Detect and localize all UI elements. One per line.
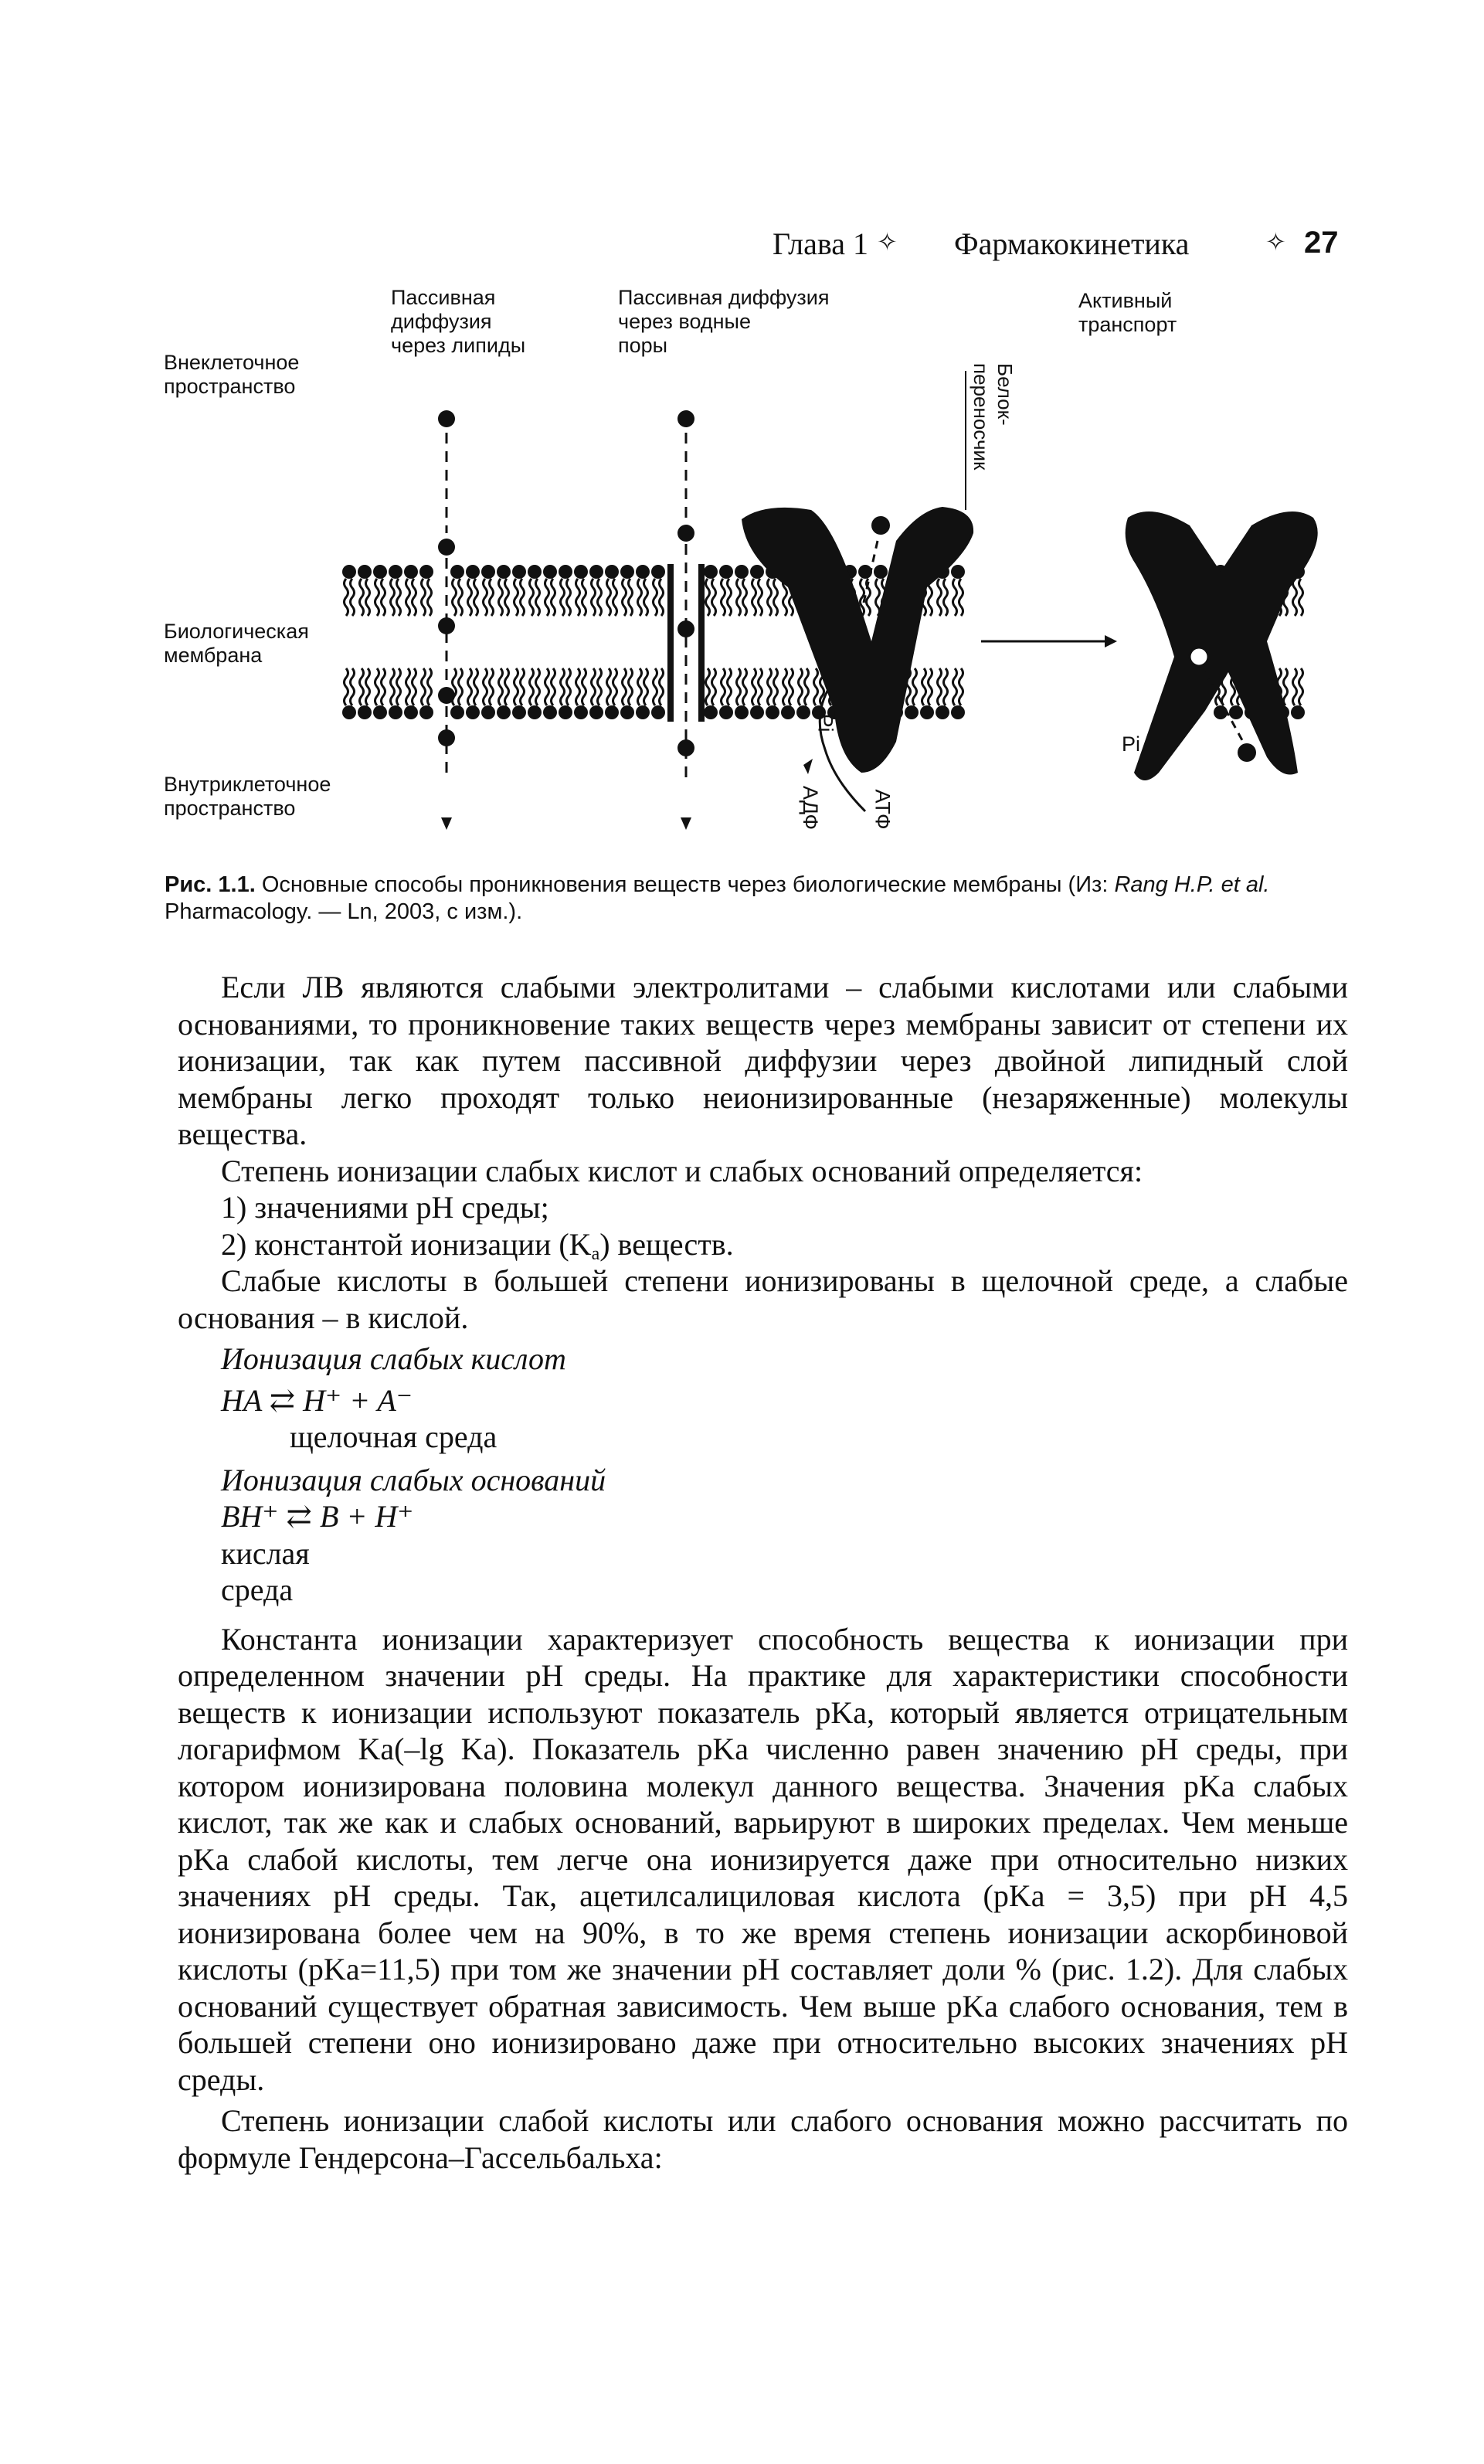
formula-acid-condition: щелочная среда xyxy=(290,1419,497,1454)
membrane-diagram-icon xyxy=(155,278,1360,873)
caption-authors: Rang H.P. et al. xyxy=(1114,872,1270,897)
formula-base: BH⁺ ⇄ B + H⁺ xyxy=(221,1499,414,1534)
figure-number: Рис. 1.1. xyxy=(165,872,256,897)
membrane-label: Биологическая мембрана xyxy=(164,620,309,667)
running-header xyxy=(773,226,1344,272)
paragraph: Степень ионизации слабых кислот и слабых оснований определяется: xyxy=(221,1153,1143,1188)
paragraph: Если ЛВ являются слабыми электролитами – слабыми кислотами или слабыми основаниями, то проникновение таких веществ через мембраны зависит от степени их ионизации, так как путем пассивной диффузии через двойной липидный слой мембраны легко проходят только неионизированные (незаряженные) молекулы вещества. xyxy=(178,970,1348,1151)
subscript: a xyxy=(591,1243,600,1264)
chapter-label: Глава 1 xyxy=(773,226,868,261)
paragraph: Константа ионизации характеризует способность вещества к ионизации при определенном значении pH среды. На практике для характеристики способности веществ к ионизации используют показатель pKa, который является отрицательным логарифмом Ka(–lg Ka). Показатель pKa численно равен значению pH среды, при котором ионизирована половина молекул данного вещества. Значения pKa слабых кислот, так же как и слабых оснований, варьируют в широких пределах. Чем меньше pKa слабой кислоты, тем легче она ионизируется даже при относительно низких значениях pH среды. Так, ацетилсалициловая кислота (pKa = 3,5) при pH 4,5 ионизирована более чем на 90%, в то же время степень ионизации аскорбиновой кислоты (pKa=11,5) при том же значении pH составляет доли % (рис. 1.2). Для слабых оснований существует обратная зависимость. Чем выше pKa слабого основания, тем в большей степени оно ионизировано даже при относительно высоких значениях pH среды. xyxy=(178,1621,1348,2097)
list-item-text: 2) константой ионизации (K xyxy=(221,1226,592,1262)
extracellular-label: Внеклеточное пространство xyxy=(164,351,300,398)
chapter-title: Фармакокинетика xyxy=(954,226,1190,261)
figure-caption xyxy=(165,872,1351,926)
formula-acid: HA ⇄ H⁺ + A⁻ xyxy=(221,1382,413,1418)
pi-label: Pi xyxy=(1122,732,1141,756)
subheading-base: Ионизация слабых оснований xyxy=(221,1462,606,1497)
formula-base-condition: кислая xyxy=(221,1535,310,1571)
atp-label: АТФ xyxy=(871,789,895,830)
diamond-ornament-icon: ✧ xyxy=(1265,227,1286,257)
adp-label: АДФ xyxy=(799,785,823,831)
list-item: 1) значениями pH среды; xyxy=(221,1190,549,1225)
formula-base-condition: среда xyxy=(221,1572,294,1607)
paragraph: Слабые кислоты в большей степени ионизированы в щелочной среде, а слабые основания – в кислой. xyxy=(178,1263,1348,1335)
passive-water-label: Пассивная диффузия через водные поры xyxy=(618,286,830,357)
page-number: 27 xyxy=(1304,226,1339,260)
paragraph: Степень ионизации слабой кислоты или слабого основания можно рассчитать по формуле Гендерсона–Гассельбальха: xyxy=(178,2103,1348,2175)
list-item xyxy=(178,1226,1348,1263)
active-transport-label: Активный транспорт xyxy=(1078,289,1177,336)
list-item-text: ) веществ. xyxy=(599,1226,734,1262)
body-text xyxy=(178,969,1348,2176)
carrier-protein-label: Белок- переносчик xyxy=(970,363,1017,471)
intracellular-label: Внутриклеточное пространство xyxy=(164,773,331,820)
passive-lipid-label: Пассивная диффузия через липиды xyxy=(391,286,526,357)
diamond-ornament-icon: ✧ xyxy=(877,227,898,257)
subheading-acid: Ионизация слабых кислот xyxy=(221,1341,566,1376)
pi-label: Pi xyxy=(813,713,837,732)
membrane-transport-figure xyxy=(155,278,1360,873)
caption-source: Pharmacology. — Ln, 2003, с изм.). xyxy=(165,899,523,924)
caption-text: Основные способы проникновения веществ через биологические мембраны (Из: xyxy=(261,872,1115,897)
